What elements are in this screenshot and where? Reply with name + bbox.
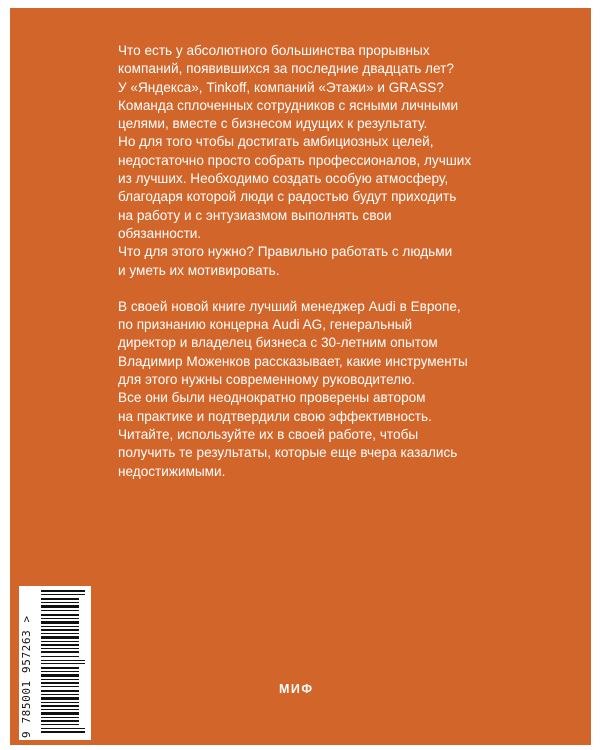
publisher-logo: МИФ — [279, 682, 314, 696]
isbn-barcode — [19, 586, 91, 740]
annotation-text — [118, 42, 478, 481]
paragraph-book-description: В своей новой книге лучший менеджер Audi в Европе, по признанию концерна Audi AG, генеральный директор и владелец бизнеса с 30-летним опытом Владимир Моженков рассказывает, какие инструменты для этого нужны современному руководителю. Все они были неоднократно проверены автором на практике и подтвердили свою эффективность. Читайте, используйте их в своей работе, чтобы получить те результаты, которые еще вчера казались недостижимыми. — [118, 298, 468, 479]
paragraph-intro: Что есть у абсолютного большинства прорывных компаний, появившихся за последние двадцать лет? У «Яндекса», Tinkoff, компаний «Этажи» и GRASS? Команда сплоченных сотрудников с ясными личными целями, вместе с бизнесом идущих к результату. Но для того чтобы достигать амбициозных целей, недостаточно просто собрать профессионалов, лучших из лучших. Необходимо создать особую атмосферу, благодаря которой люди с радостью будут приходить на работу и с энтузиазмом выполнять свои обязанности. Что для этого нужно? Правильно работать с людьми и уметь их мотивировать. — [118, 43, 472, 278]
isbn-number: 9 785001 957263 > — [20, 615, 33, 738]
book-back-cover — [10, 8, 591, 745]
